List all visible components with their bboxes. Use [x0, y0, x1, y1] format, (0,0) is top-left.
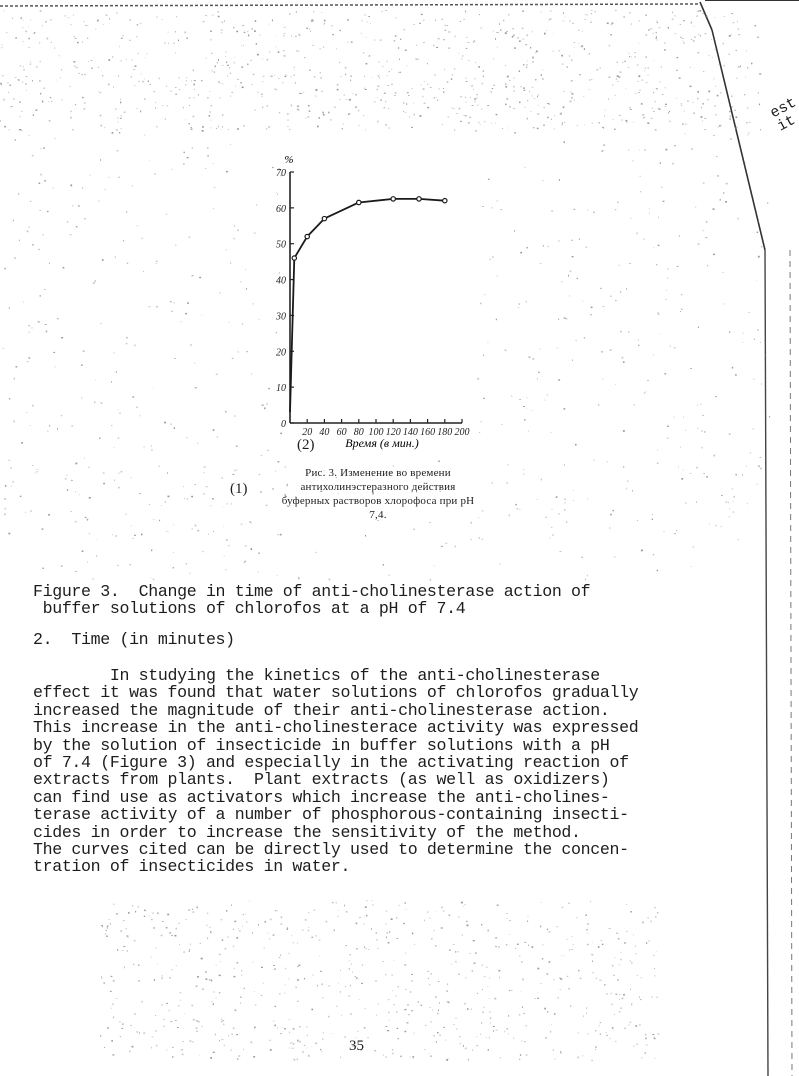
data-point [443, 198, 447, 202]
x-tick-label: 180 [437, 427, 453, 438]
data-point [322, 216, 326, 220]
y-tick-label: 50 [276, 239, 286, 251]
x-tick-label: 80 [353, 427, 364, 438]
y-tick-label: 60 [276, 203, 286, 215]
x-axis-label: Время (в мин.) [345, 436, 419, 450]
data-point [417, 197, 421, 201]
series-line [290, 199, 445, 412]
figure-label-1: (1) [230, 481, 248, 497]
y-tick-label: 30 [276, 311, 286, 323]
x-tick-label: 120 [385, 427, 401, 438]
y-tick-label: 70 [276, 168, 286, 179]
y-tick-label: 10 [276, 383, 286, 395]
y-axis-unit: % [284, 154, 294, 166]
margin-note: est it [767, 94, 799, 136]
body-paragraph: In studying the kinetics of the anti-cholinesterase effect it was found that water solutions of chlorofos gradually increased the magnitude of their anti-cholinesterase action. This increase in the anti-cholinesterace activity was expressed by the solution of insecticide in buffer solutions with a pH of 7.4 (Figure 3) and especially in the activating reaction of extracts from plants. Plant extracts (as well as oxidizers) can find use as activators which increase the anti-cholines- terase activity of a number of phosphorous-containing insecti- cides in order to increase the sensitivity of the method. The curves cited can be directly used to determine the concen- tration of insecticides in water. [33, 666, 639, 877]
x-tick-label: 200 [454, 427, 470, 438]
y-tick-labels [275, 168, 286, 430]
data-point [292, 256, 296, 260]
x-tick-label: 100 [368, 427, 384, 438]
y-tick-label: 0 [281, 419, 286, 430]
section-heading: 2. Time (in minutes) [33, 630, 235, 649]
x-tick-label: 20 [302, 427, 313, 438]
y-tick-label: 40 [276, 275, 286, 287]
chart-axes [290, 172, 462, 423]
data-point [357, 200, 361, 204]
data-point [391, 197, 395, 201]
figure-label-2: (2) [297, 437, 315, 453]
x-tick-label: 60 [336, 427, 347, 438]
x-tick-label: 140 [402, 427, 418, 438]
page-number: 35 [349, 1038, 364, 1054]
figure-caption: Figure 3. Change in time of anti-cholinesterase action of buffer solutions of chlorofos at a pH of 7.4 [33, 582, 591, 619]
x-tick-label: 40 [319, 427, 330, 438]
data-point [305, 234, 309, 238]
data-series [290, 197, 447, 413]
x-tick-label: 160 [420, 427, 436, 438]
figure-caption-russian: Рис. 3. Изменение во времени антихолинэстеразного действия буферных растворов хлорофоса при рН 7,4. [281, 467, 475, 521]
y-tick-label: 20 [276, 347, 286, 359]
